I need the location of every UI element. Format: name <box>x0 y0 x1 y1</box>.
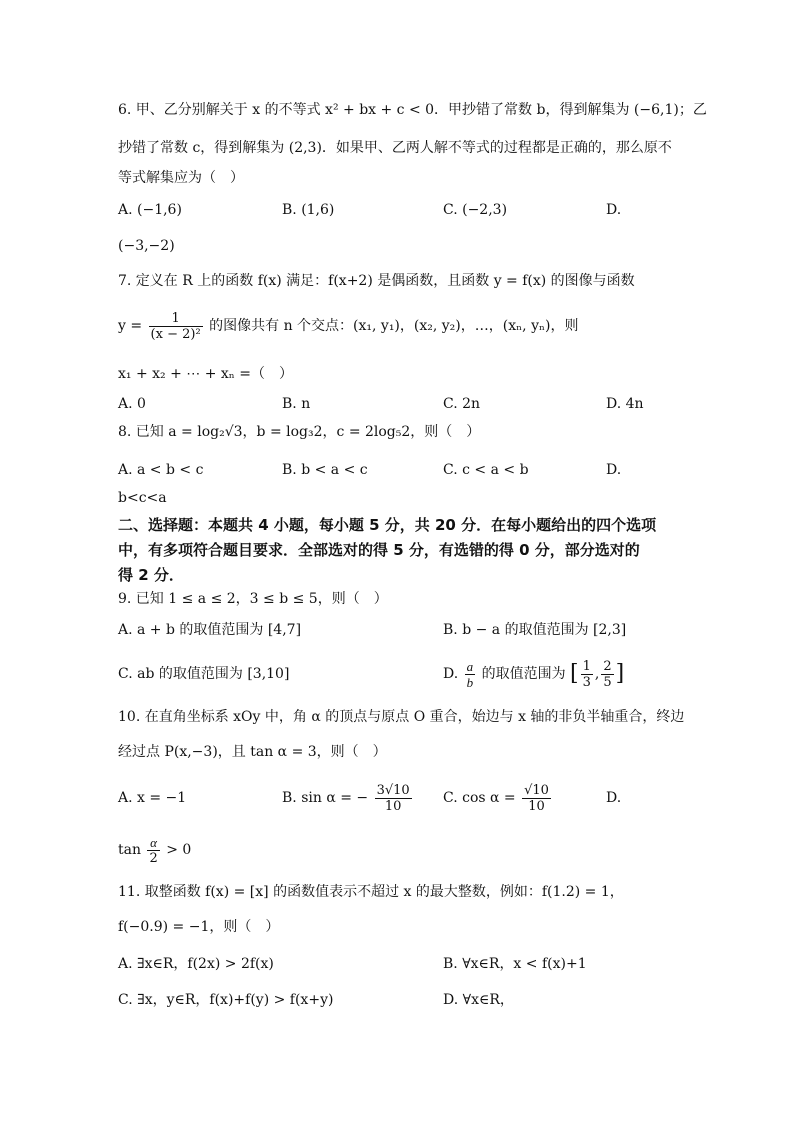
q10-option-b-text: B. sin α = − <box>282 790 369 806</box>
q10-option-b <box>282 776 414 820</box>
q11-line2: f(−0.9) = −1，则（ ） <box>118 919 280 935</box>
q10-line2: 经过点 P(x,−3)，且 tan α = 3，则（ ） <box>118 744 387 760</box>
q9-low-den: 3 <box>582 674 591 690</box>
q7-fraction <box>149 311 203 342</box>
section2-line1: 二、选择题：本题共 4 小题，每小题 5 分，共 20 分．在每小题给出的四个选项 <box>118 516 657 534</box>
q10-option-d-value <box>118 828 191 872</box>
q6-line3: 等式解集应为（ ） <box>118 170 244 186</box>
q9-frac-den: b <box>466 674 474 690</box>
q9-option-a: A. a + b 的取值范围为 [4,7] <box>118 622 302 638</box>
q9-option-d-label: D. <box>443 666 459 682</box>
q6-option-a: A. (−1,6) <box>118 202 182 218</box>
q10-d-fraction <box>147 835 159 866</box>
q9-option-d-text: 的取值范围为 <box>481 666 566 682</box>
q10-d-tan: tan <box>118 842 141 858</box>
q8-line1: 8. 已知 a = log₂√3，b = log₃2，c = 2log₅2，则（ ） <box>118 424 481 440</box>
q9-bracket-close: ] <box>615 661 625 686</box>
q10-line1: 10. 在直角坐标系 xOy 中，角 α 的顶点与原点 O 重合，始边与 x 轴的非负半轴重合，终边 <box>118 709 685 725</box>
q10-option-c-fraction <box>522 783 551 814</box>
q9-range-low <box>581 659 593 690</box>
q8-option-c: C. c < a < b <box>443 462 529 478</box>
q11-option-d: D. ∀x∈R， <box>443 992 514 1008</box>
q7-option-a: A. 0 <box>118 396 146 412</box>
q10-b-num: 3√10 <box>376 782 410 798</box>
q9-line1: 9. 已知 1 ≤ a ≤ 2，3 ≤ b ≤ 5，则（ ） <box>118 591 388 607</box>
q11-option-c: C. ∃x，y∈R，f(x)+f(y) > f(x+y) <box>118 992 334 1008</box>
q8-option-d-value: b<c<a <box>118 490 167 506</box>
q7-fraction-numerator: 1 <box>149 311 203 327</box>
q9-high-den: 5 <box>603 674 612 690</box>
section2-line2: 中，有多项符合题目要求．全部选对的得 5 分，有选错的得 0 分，部分选对的 <box>118 541 640 559</box>
q7-line2-text: 的图像共有 n 个交点：(x₁, y₁)，(x₂, y₂)，…，(xₙ, yₙ)，则 <box>209 318 579 334</box>
q11-line1: 11. 取整函数 f(x) = [x] 的函数值表示不超过 x 的最大整数，例如：f(1.2) = 1， <box>118 884 624 900</box>
q6-option-d-value: (−3,−2) <box>118 238 175 254</box>
q10-c-den: 10 <box>528 798 545 814</box>
q6-option-c: C. (−2,3) <box>443 202 508 218</box>
q9-option-b: B. b − a 的取值范围为 [2,3] <box>443 622 627 638</box>
q11-option-a: A. ∃x∈R，f(2x) > 2f(x) <box>118 956 274 972</box>
q8-option-d: D. <box>606 462 622 478</box>
q9-high-num: 2 <box>603 658 612 674</box>
q9-low-num: 1 <box>582 658 591 674</box>
q9-frac-num: a <box>466 658 474 674</box>
q6-option-b: B. (1,6) <box>282 202 335 218</box>
q10-d-den: 2 <box>149 850 158 866</box>
q10-option-d: D. <box>606 790 622 806</box>
q7-y-equals: y = <box>118 318 143 334</box>
q9-range-high <box>601 659 613 690</box>
q8-option-a: A. a < b < c <box>118 462 204 478</box>
q9-option-d: D. $\frac{a}{b}$ 的取值范围为 [ $\frac{1}{3}$ , $\frac{2}{5}$ ] <box>443 658 625 690</box>
q7-line2 <box>118 306 579 346</box>
q8-option-b: B. b < a < c <box>282 462 368 478</box>
q10-option-c-text: C. cos α = <box>443 790 516 806</box>
q10-option-c <box>443 776 553 820</box>
q9-a-over-b <box>465 659 476 690</box>
section2-line3: 得 2 分． <box>118 566 184 584</box>
q6-option-d: D. <box>606 202 622 218</box>
q9-option-c: C. ab 的取值范围为 [3,10] <box>118 666 290 682</box>
q10-d-num: α <box>147 835 159 851</box>
q6-line2: 抄错了常数 c，得到解集为 (2,3)．如果甲、乙两人解不等式的过程都是正确的，那么原不 <box>118 140 672 156</box>
q7-line1: 7. 定义在 R 上的函数 f(x) 满足：f(x+2) 是偶函数，且函数 y = f(x) 的图像与函数 <box>118 273 635 289</box>
q10-option-a: A. x = −1 <box>118 790 187 806</box>
q7-line3: x₁ + x₂ + ⋯ + xₙ =（ ） <box>118 366 294 382</box>
q7-option-c: C. 2n <box>443 396 481 412</box>
q7-option-b: B. n <box>282 396 311 412</box>
q7-option-d: D. 4n <box>606 396 644 412</box>
q10-c-num: √10 <box>524 782 549 798</box>
q9-bracket-open: [ <box>570 661 579 686</box>
q10-option-b-fraction <box>375 783 412 814</box>
q10-b-den: 10 <box>384 798 402 814</box>
q11-option-b: B. ∀x∈R，x < f(x)+1 <box>443 956 587 972</box>
q10-d-suffix: > 0 <box>166 842 192 858</box>
q7-fraction-denominator: (x − 2)² <box>150 326 201 342</box>
q6-line1: 6. 甲、乙分别解关于 x 的不等式 x² + bx + c < 0．甲抄错了常数 b，得到解集为 (−6,1)；乙 <box>118 102 707 118</box>
